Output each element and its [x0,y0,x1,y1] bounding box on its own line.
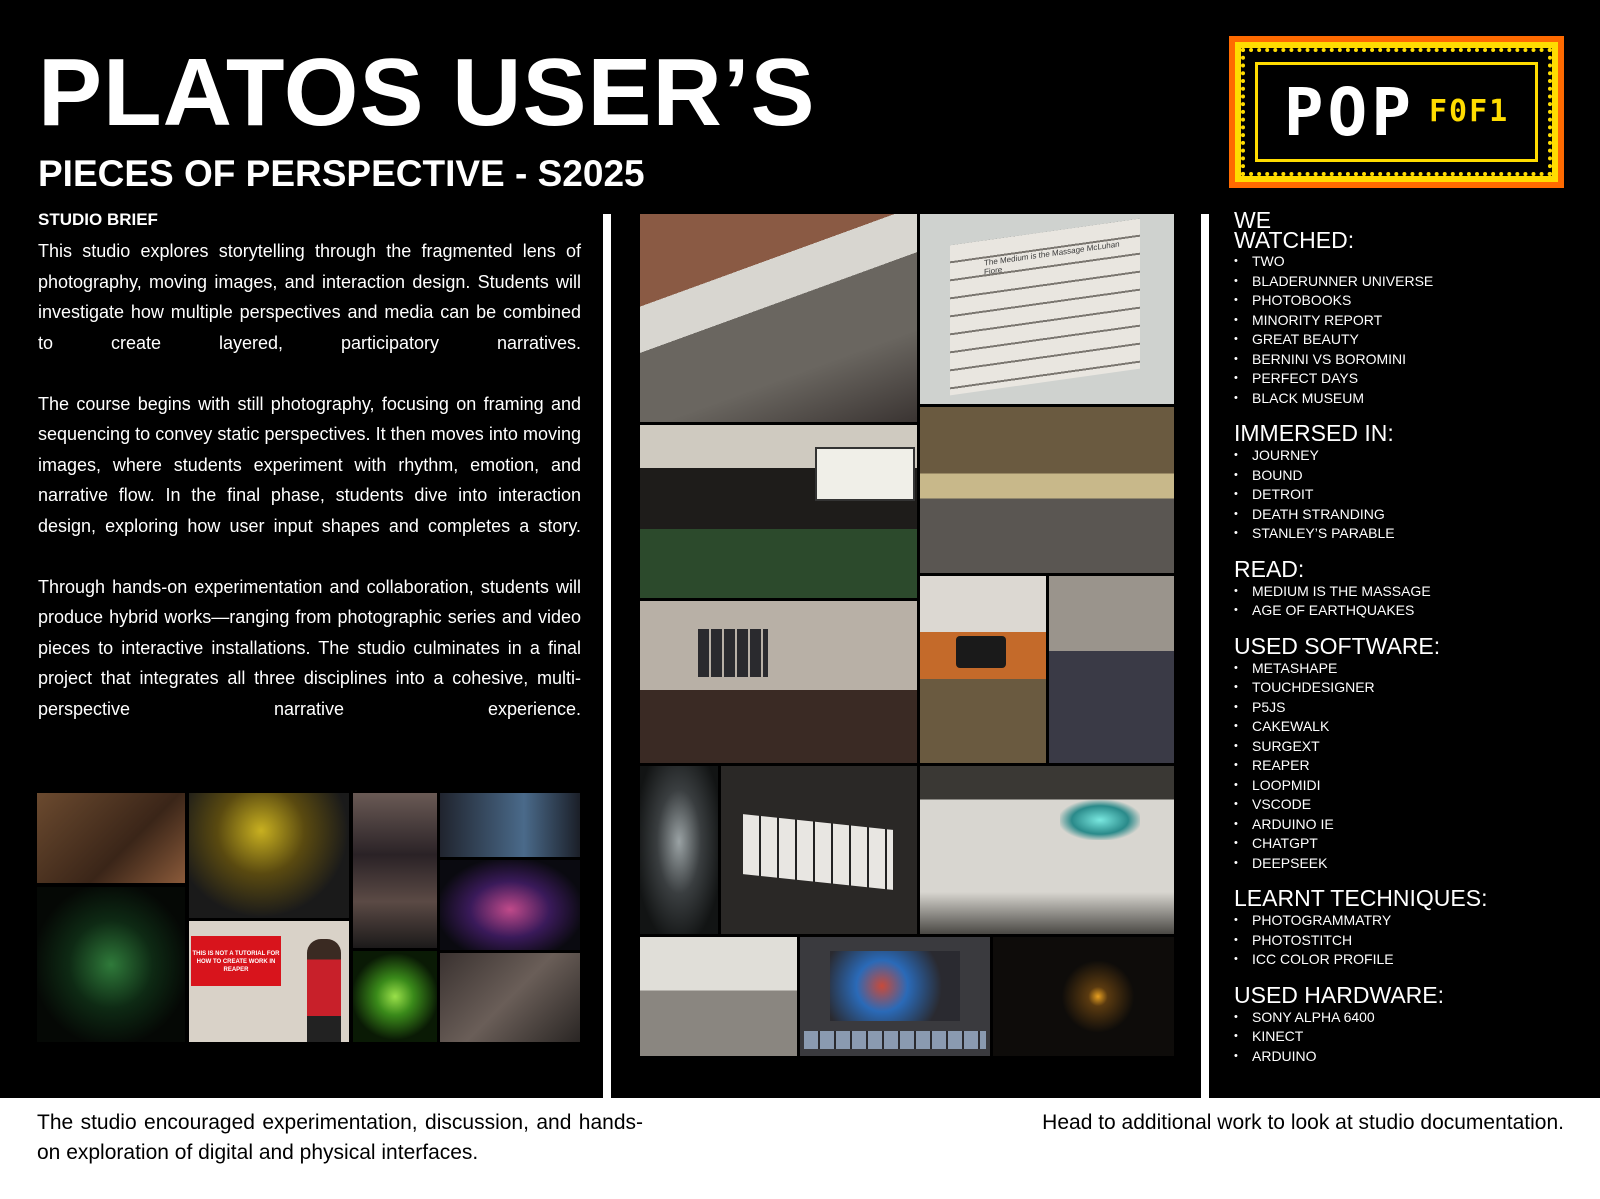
category-immersed-in [1234,422,1574,544]
list-item: • BLADERUNNER UNIVERSE [1234,272,1574,292]
list-item: • REAPER [1234,756,1574,776]
studio-references [1234,207,1574,1080]
list-item: • AGE OF EARTHQUAKES [1234,601,1574,621]
photo-dark-gallery [440,793,580,857]
list-item: • ARDUINO IE [1234,815,1574,835]
book-spine-text: The Medium is the Massage McLuhan Fiore [984,239,1120,277]
list-item: • DEATH STRANDING [1234,505,1574,525]
category-heading: USED SOFTWARE: [1234,632,1441,659]
tv-slide-text: THIS IS NOT A TUTORIAL FOR HOW TO CREATE WORK IN REAPER [192,951,280,973]
photo-projection-purple [440,860,580,950]
photo-green-burst [353,951,437,1042]
list-item: • LOOPMIDI [1234,776,1574,796]
presenter-figure [307,939,341,1042]
photo-monitor-viewing [1049,576,1174,763]
footer-summary: The studio encouraged experimentation, discussion, and hands-on exploration of digital and physical interfaces. [37,1111,643,1164]
list-item: • CHATGPT [1234,834,1574,854]
camera-shape [956,636,1006,668]
list-item: • BLACK MUSEUM [1234,389,1574,409]
category-used-hardware [1234,981,1574,1067]
photo-presentation-tv [189,921,349,1042]
photo-midi-keyboard [721,766,917,934]
studio-brief-body [38,236,581,755]
tv-screen [191,936,281,986]
list-item: • BOUND [1234,466,1574,486]
category-heading: USED HARDWARE: [1234,981,1444,1008]
software-viewport [830,951,960,1021]
photo-band-performance [37,793,185,883]
list-item: • TOUCHDESIGNER [1234,678,1574,698]
list-item: • DEEPSEEK [1234,854,1574,874]
category-list [1234,252,1574,408]
list-item: • ICC COLOR PROFILE [1234,950,1574,970]
photo-pinup-review [640,601,917,763]
list-item: • ARDUINO [1234,1047,1574,1067]
poster-title: PLATOS USER’S [38,39,816,146]
category-read [1234,555,1574,621]
list-item: • PERFECT DAYS [1234,369,1574,389]
list-item: • PHOTOSTITCH [1234,931,1574,951]
list-item: • PHOTOGRAMMATRY [1234,911,1574,931]
logo-text: POP [1283,73,1415,151]
keyboard-keys [743,814,893,890]
column-divider-left [603,214,611,1098]
column-divider-right [1201,214,1209,1098]
category-heading: READ: [1234,555,1305,582]
photo-glowing-boxes [37,887,185,1042]
photo-camera-selfie [920,576,1046,763]
list-item: • JOURNEY [1234,446,1574,466]
photo-circle-seminar [920,407,1174,573]
footer-note: Head to additional work to look at studio documentation. [1042,1111,1564,1134]
category-used-software [1234,632,1574,874]
category-heading: WE WATCHED: [1234,207,1355,253]
category-heading: IMMERSED IN: [1234,420,1394,446]
brief-paragraph: Through hands-on experimentation and collaboration, students will produce hybrid works—ranging from photographic series and video pieces to interactive installations. The studio culminates in a final project that integrates all three disciplines into a cohesive, multi-perspective narrative experience. [38,576,581,719]
list-item: • VSCODE [1234,795,1574,815]
list-item: • SONY ALPHA 6400 [1234,1008,1574,1028]
poster-subtitle: PIECES OF PERSPECTIVE - S2025 [38,153,645,194]
footer-band [0,1098,1600,1199]
list-item: • P5JS [1234,698,1574,718]
list-item: • DETROIT [1234,485,1574,505]
photo-dark-interaction [993,937,1174,1056]
projection-screen [815,447,915,501]
photo-projection-yellow [189,793,349,918]
photo-hands-device [440,953,580,1042]
list-item: • STANLEY’S PARABLE [1234,524,1574,544]
brief-paragraph: The course begins with still photography, focusing on framing and sequencing to convey static perspectives. It then moves into moving images, where students experiment with rhythm, emotion, and narrative flow. In the final phase, students dive into interaction design, exploring how user input shapes and completes a story. [38,393,581,536]
student-works-mosaic [37,793,580,1042]
list-item: • MEDIUM IS THE MASSAGE [1234,582,1574,602]
category-list [1234,1008,1574,1067]
photo-workshop-floor [640,937,797,1056]
pop-logo [1229,36,1564,188]
list-item: • MINORITY REPORT [1234,311,1574,331]
category-heading: LEARNT TECHNIQUES: [1234,885,1488,911]
category-list [1234,911,1574,970]
list-item: • PHOTOBOOKS [1234,291,1574,311]
list-item: • TWO [1234,252,1574,272]
list-item: • SURGEXT [1234,737,1574,757]
projected-shape [1060,800,1140,840]
photo-screening-session [640,425,917,598]
photo-glass-dome [640,766,718,934]
brief-paragraph: This studio explores storytelling through the fragmented lens of photography, moving images, and interaction design. Students will investigate how multiple perspectives and media can be combined to create layered, participatory narratives. [38,241,581,353]
category-learnt-techniques [1234,887,1574,970]
category-list [1234,446,1574,544]
photo-distorted-face [353,793,437,948]
category-we-watched [1234,207,1574,408]
logo-mark: F0F1 [1428,94,1510,129]
studio-brief-heading: STUDIO BRIEF [38,210,158,229]
photo-classroom-discussion [640,214,917,422]
list-item: • BERNINI VS BOROMINI [1234,350,1574,370]
list-item: • METASHAPE [1234,659,1574,679]
photo-book-stack [920,214,1174,404]
category-list [1234,582,1574,621]
thumbnail-strip [804,1031,986,1049]
photo-software-screenshot [800,937,990,1056]
list-item: • GREAT BEAUTY [1234,330,1574,350]
book-stack [950,219,1140,396]
category-list [1234,659,1574,874]
photo-projection-installation [920,766,1174,934]
list-item: • CAKEWALK [1234,717,1574,737]
pinned-prints [698,629,768,677]
studio-photo-mosaic [640,214,1174,1056]
list-item: • KINECT [1234,1027,1574,1047]
